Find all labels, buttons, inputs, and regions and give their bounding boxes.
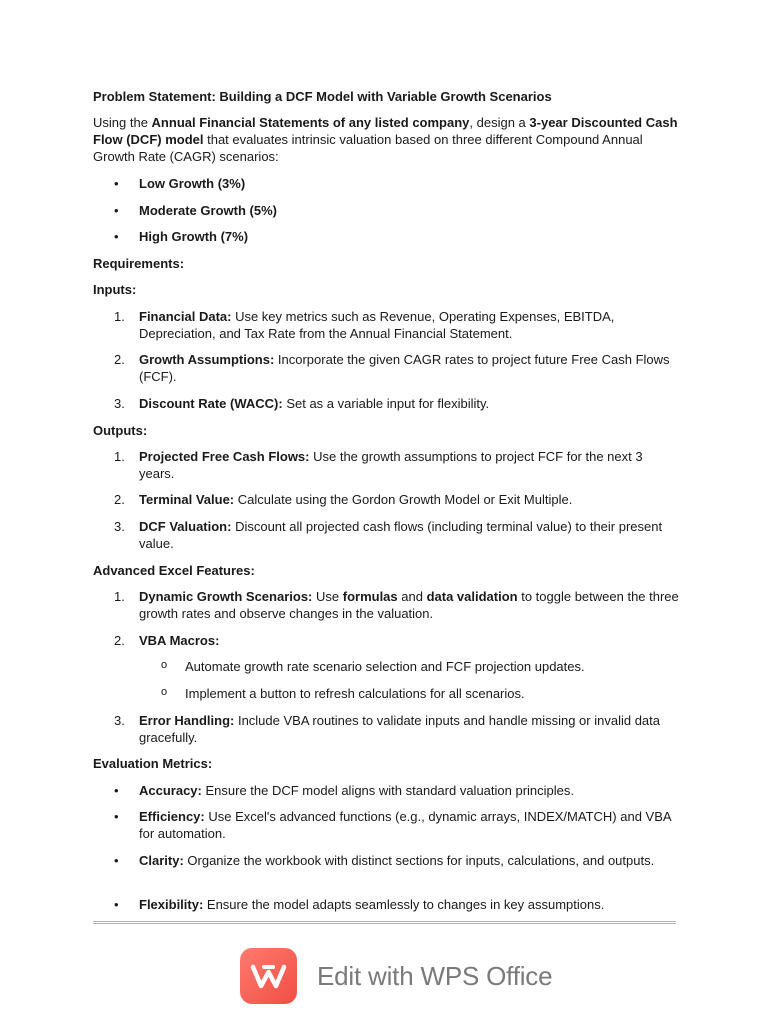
document-title: Problem Statement: Building a DCF Model with Variable Growth Scenarios [93, 89, 552, 104]
bullet-icon: • [114, 203, 119, 218]
item-description: and [397, 589, 427, 604]
document-page [93, 0, 683, 1024]
circle-bullet-icon: o [161, 686, 168, 698]
bullet-icon: • [114, 853, 119, 868]
intro-paragraph [93, 114, 678, 165]
item-emphasis: data validation [426, 589, 518, 604]
item-label: Projected Free Cash Flows: [139, 449, 310, 464]
wps-logo-icon [240, 948, 297, 1004]
item-text [139, 852, 679, 869]
bullet-icon: • [114, 809, 119, 824]
sub-item-text: Implement a button to refresh calculations for all scenarios. [185, 686, 525, 701]
item-label: Clarity: [139, 853, 184, 868]
item-number: 1. [114, 589, 125, 604]
item-description: Use [312, 589, 343, 604]
item-label: Growth Assumptions: [139, 352, 275, 367]
item-number: 3. [114, 713, 125, 728]
item-description: Use Excel's advanced functions (e.g., dynamic arrays, INDEX/MATCH) and VBA for automation. [139, 809, 671, 841]
outputs-heading: Outputs: [93, 423, 148, 438]
intro-emphasis-statements: Annual Financial Statements of any listed company [151, 115, 470, 130]
bullet-icon: • [114, 897, 119, 912]
circle-bullet-icon: o [161, 659, 168, 671]
item-number: 1. [114, 309, 125, 324]
item-label: Discount Rate (WACC): [139, 396, 283, 411]
item-label: Efficiency: [139, 809, 205, 824]
item-description: Calculate using the Gordon Growth Model or Exit Multiple. [234, 492, 573, 507]
evaluation-heading: Evaluation Metrics: [93, 756, 213, 771]
inputs-heading: Inputs: [93, 282, 137, 297]
item-text [139, 395, 679, 412]
item-label: Terminal Value: [139, 492, 235, 507]
item-label: Error Handling: [139, 713, 235, 728]
item-text [139, 518, 679, 552]
item-description: Include VBA routines to validate inputs and handle missing or invalid data gracefully. [139, 713, 660, 745]
item-label: Financial Data: [139, 309, 232, 324]
intro-text: , design a [469, 115, 530, 130]
item-description: Discount all projected cash flows (including terminal value) to their present value. [139, 519, 663, 551]
item-description: Ensure the model adapts seamlessly to changes in key assumptions. [203, 897, 605, 912]
intro-text: Using the [93, 115, 152, 130]
item-description: Set as a variable input for flexibility. [282, 396, 490, 411]
item-description: to toggle between the three growth rates and observe changes in the valuation. [139, 589, 679, 621]
scenario-label: High Growth (7%) [139, 229, 249, 244]
item-number: 2. [114, 352, 125, 367]
item-text [139, 782, 679, 799]
horizontal-rule [93, 921, 676, 924]
item-emphasis: formulas [342, 589, 398, 604]
item-description: Use key metrics such as Revenue, Operating Expenses, EBITDA, Depreciation, and Tax Rate from the Annual Financial Statement. [139, 309, 615, 341]
item-text [139, 448, 679, 482]
item-text [139, 588, 679, 622]
requirements-heading: Requirements: [93, 256, 185, 271]
item-number: 1. [114, 449, 125, 464]
item-text [139, 712, 684, 746]
item-description: Organize the workbook with distinct sections for inputs, calculations, and outputs. [183, 853, 655, 868]
item-label: Flexibility: [139, 897, 204, 912]
advanced-heading: Advanced Excel Features: [93, 563, 255, 578]
sub-item-text: Automate growth rate scenario selection and FCF projection updates. [185, 659, 585, 674]
item-label: Accuracy: [139, 783, 202, 798]
item-number: 3. [114, 396, 125, 411]
item-label: Dynamic Growth Scenarios: [139, 589, 313, 604]
item-description: Ensure the DCF model aligns with standard valuation principles. [201, 783, 575, 798]
item-label: DCF Valuation: [139, 519, 232, 534]
item-text [139, 351, 679, 385]
wps-watermark[interactable] [240, 948, 560, 1004]
scenario-label: Moderate Growth (5%) [139, 203, 277, 218]
item-text [139, 808, 679, 842]
item-label: VBA Macros: [139, 633, 220, 648]
item-number: 2. [114, 633, 125, 648]
bullet-icon: • [114, 229, 119, 244]
item-text [139, 896, 679, 913]
item-description: Use the growth assumptions to project FCF for the next 3 years. [139, 449, 643, 481]
wps-watermark-text: Edit with WPS Office [317, 961, 553, 991]
item-text [139, 632, 679, 649]
bullet-icon: • [114, 176, 119, 191]
item-text [139, 308, 679, 342]
item-number: 2. [114, 492, 125, 507]
intro-emphasis-dcf: 3-year Discounted Cash Flow (DCF) model [93, 115, 678, 147]
scenario-label: Low Growth (3%) [139, 176, 246, 191]
intro-text: that evaluates intrinsic valuation based on three different Compound Annual Growth Rate (CAGR) scenarios: [93, 132, 643, 164]
item-text [139, 491, 679, 508]
bullet-icon: • [114, 783, 119, 798]
item-number: 3. [114, 519, 125, 534]
item-description: Incorporate the given CAGR rates to project future Free Cash Flows (FCF). [139, 352, 670, 384]
